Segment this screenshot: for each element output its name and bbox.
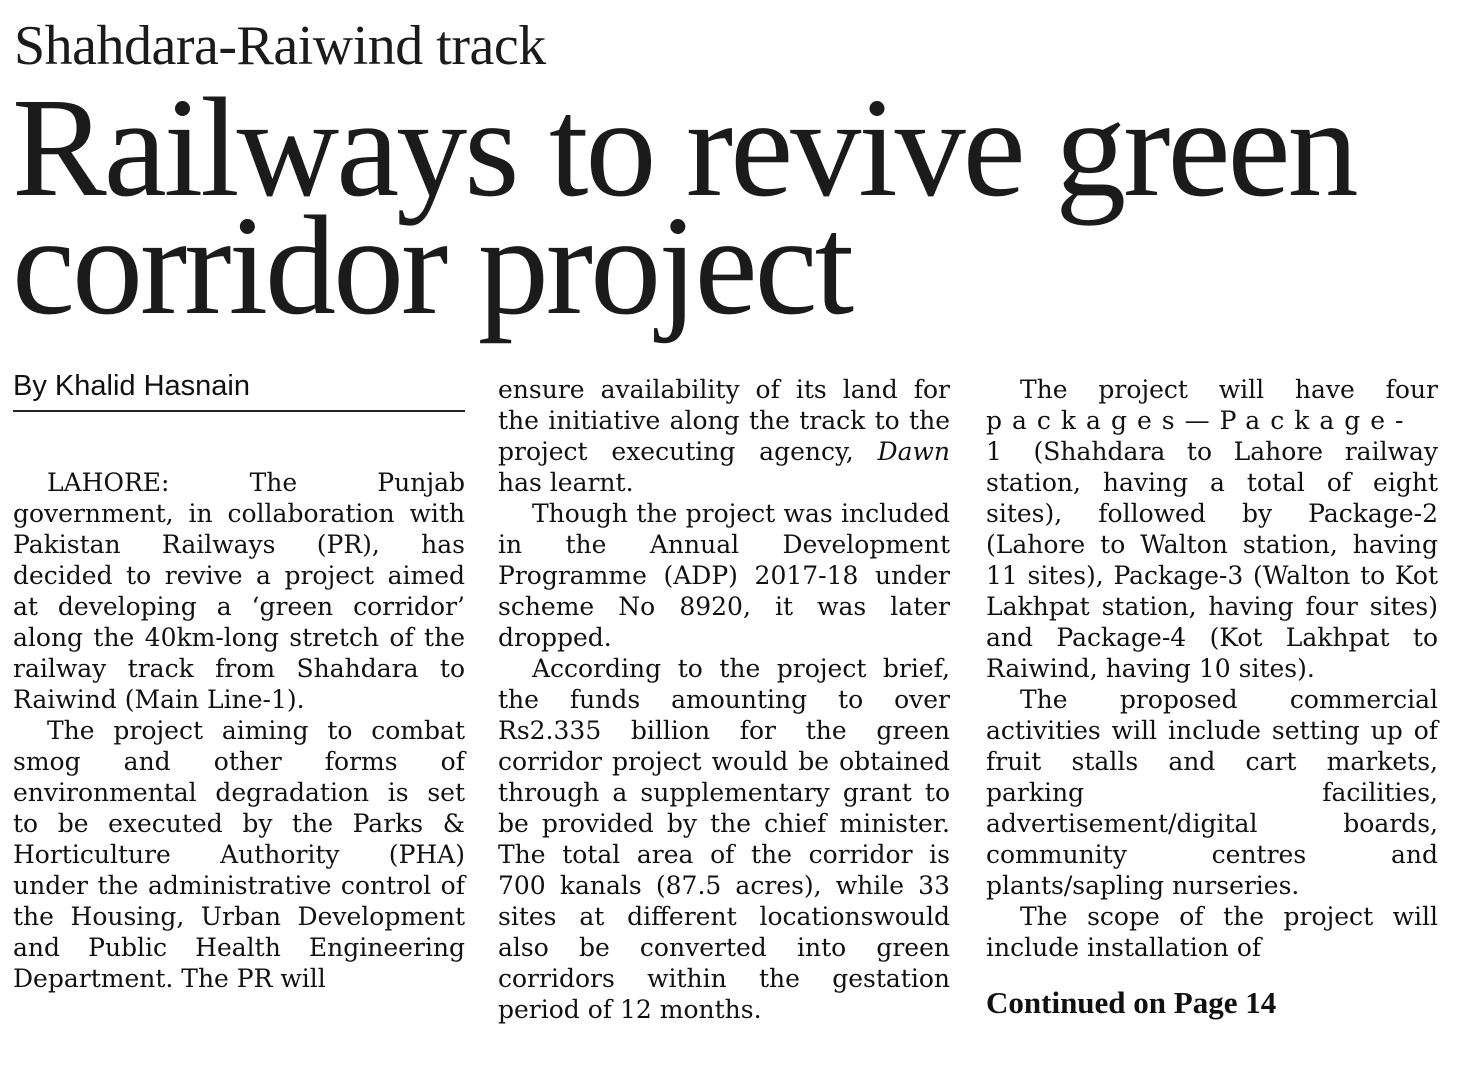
article-paragraph: Though the project was included in the Annual Development Programme (ADP) 2017-18 under scheme No 8920, it was later dropped. [498,499,950,652]
packages-text: packages—Package-1 [986,406,1414,466]
continued-on-page-link: Continued on Page 14 [986,985,1277,1020]
article-paragraph [986,374,1438,684]
article-column-1 [13,467,465,994]
article-paragraph: The scope of the project will include installation of [986,902,1438,962]
article-paragraph: The project aiming to combat smog and other forms of environmental degradation is set to be executed by the Parks & Horticulture Authority (PHA) under the administrative control of the Housing, Urban Development and Public Health Engineering Department. The PR will [13,716,465,993]
paragraph-text: has learnt. [498,468,634,497]
article-paragraph: LAHORE: The Punjab government, in collaboration with Pakistan Railways (PR), has decided to revive a project aimed at developing a ‘green corridor’ along the 40km-long stretch of the railway track from Shahdara to Raiwind (Main Line-1). [13,468,465,714]
article-paragraph: According to the project brief, the funds amounting to over Rs2.335 billion for the green corridor project would be obtained through a supplementary grant to be provided by the chief minister. The total area of the corridor is 700 kanals (87.5 acres), while 33 sites at different locationswould also be converted into green corridors within the gestation period of 12 months. [498,654,950,1024]
article-column-3 [986,374,1438,1021]
paragraph-text: ensure availability of its land for the initiative along the track to the project executing agency, [498,375,950,466]
article-column-2 [498,374,950,1025]
article-paragraph [498,374,950,498]
paragraph-text: (Shahdara to Lahore railway station, having a total of eight sites), followed by Package-2 (Lahore to Walton station, having 11 sites), Package-3 (Walton to Kot Lakhpat station, having four sites) and Package-4 (Kot Lakhpat to Raiwind, having 10 sites). [986,437,1438,683]
article-kicker: Shahdara-Raiwind track [14,15,546,77]
publication-name: Dawn [877,437,950,466]
article-byline: By Khalid Hasnain [13,366,465,412]
article-paragraph: The proposed commercial activities will include setting up of fruit stalls and cart markets, parking facilities, advertisement/digital boards, community centres and plants/sapling nurseries. [986,685,1438,900]
paragraph-text: The project will have four [1020,375,1438,404]
article-headline: Railways to revive green corridor project [12,68,1356,344]
